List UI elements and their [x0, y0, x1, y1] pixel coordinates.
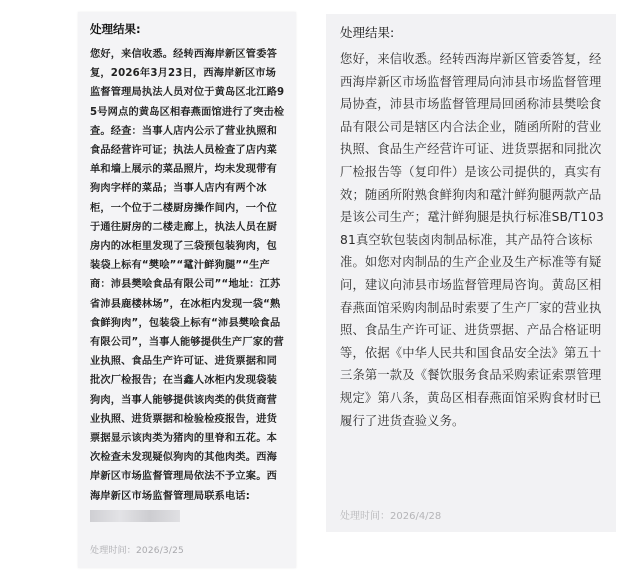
right-process-time: 处理时间：2026/4/28 — [340, 511, 442, 522]
left-result-title: 处理结果: — [90, 22, 141, 36]
left-result-body — [90, 45, 286, 525]
left-result-text: 您好，来信收悉。经转西海岸新区管委答复，2026年3月23日，西海岸新区市场监督管理局执法人员对位于黄岛区北江路95号网点的黄岛区相春燕面馆进行了突击检查。经查：当事人店内公示了营业执照和食品经营许可证；执法人员检查了店内菜单和墙上展示的菜品照片，均未发现带有狗肉字样的菜品；当事人店内有两个冰柜，一个位于二楼厨房操作间内，一个位于通往厨房的二楼走廊上，执法人员在厨房内的冰柜里发现了三袋预包装狗肉，包装袋上标有“樊哙”“鼋汁鲜狗腿”“生产商：沛县樊哙食品有限公司”“地址：江苏省沛县鹿楼林场”，在冰柜内发现一袋“熟食鲜狗肉”，包装袋上标有“沛县樊哙食品有限公司”，当事人能够提供生产厂家的营业执照、食品生产许可证、进货票据和同批次厂检报告；在当鑫人冰柜内发现袋装狗肉，当事人能够提供该肉类的供货商营业执照、进货票据和检验检疫报告，进货票据显示该肉类为猪肉的里脊和五花。本次检查未发现疑似狗肉的其他肉类。西海岸新区市场监督管理局依法不予立案。西海岸新区市场监督管理局联系电话: — [90, 49, 285, 502]
right-result-title: 处理结果: — [340, 25, 395, 40]
redacted-phone-blur — [90, 510, 180, 522]
left-process-time: 处理时间：2026/3/25 — [90, 546, 184, 556]
left-result-card — [78, 12, 296, 568]
right-result-card — [326, 14, 616, 532]
right-result-body: 您好，来信收悉。经转西海岸新区管委答复，经西海岸新区市场监督管理局向沛县市场监督管理局协查，沛县市场监督管理局回函称沛县樊哙食品有限公司是辖区内合法企业，随函所附的营业执照、食品生产经营许可证、进货票据和同批次厂检报告等（复印件）是该公司提供的，真实有效；随函所附熟食鲜狗肉和鼋汁鲜狗腿两款产品是该公司生产；鼋汁鲜狗腿是执行标准SB/T10381真空软包装卤肉制品标准，其产品符合该标准。如您对肉制品的生产企业及生产标准等有疑问，建议向沛县市场监督管理局咨询。黄岛区相春燕面馆采购肉制品时索要了生产厂家的营业执照、食品生产许可证、进货票据、产品合格证明等，依据《中华人民共和国食品安全法》第五十三条第一款及《餐饮服务食品采购索证索票管理规定》第八条，黄岛区相春燕面馆采购食材时已履行了进货查验义务。 — [340, 52, 605, 428]
